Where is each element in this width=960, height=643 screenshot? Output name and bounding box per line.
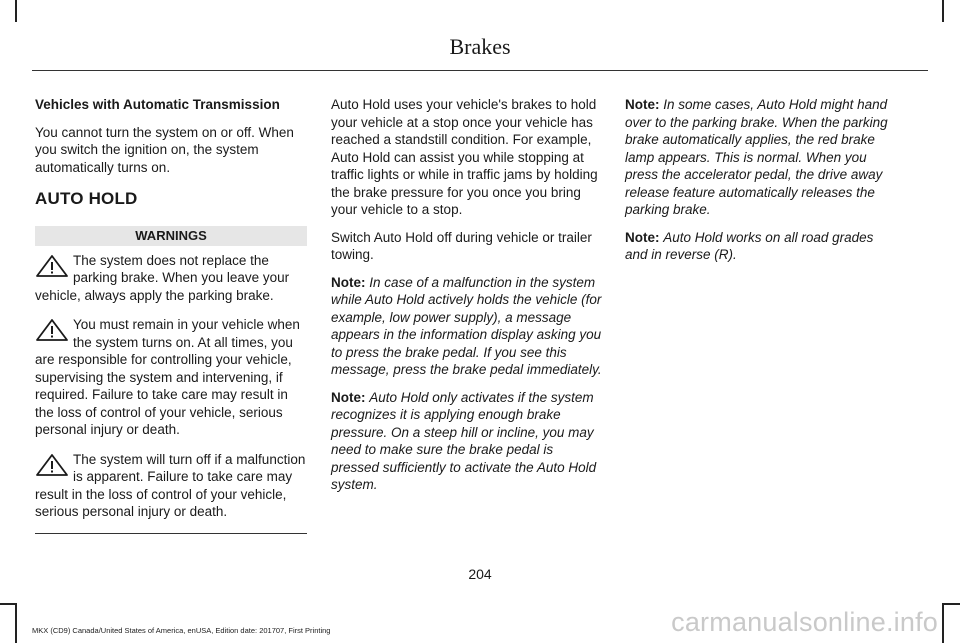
note-activation bbox=[331, 389, 603, 494]
column-left bbox=[35, 96, 307, 534]
warning-item bbox=[35, 316, 307, 439]
warning-item bbox=[35, 451, 307, 521]
warning-triangle-icon bbox=[35, 254, 69, 278]
crop-mark-br-v bbox=[942, 603, 944, 643]
auto-hold-description: Auto Hold uses your vehicle's brakes to hold your vehicle at a stop once your vehicle has reached a standstill condition. For example, Auto Hold can assist you while stopping at traffic lights or while in traffic jams by holding the brake pressure for you once you bring your vehicle to a stop. bbox=[331, 97, 598, 217]
note-label: Note: bbox=[625, 97, 660, 112]
warning-text: You must remain in your vehicle when the system turns on. At all times, you are responsible for controlling your vehicle, supervising the system and intervening, if required. Failure to take care may result in the loss of control of your vehicle, serious personal injury or death. bbox=[35, 317, 300, 437]
crop-mark-tl-v bbox=[15, 0, 17, 22]
note-malfunction bbox=[331, 274, 603, 379]
towing-instruction: Switch Auto Hold off during vehicle or trailer towing. bbox=[331, 229, 592, 262]
page-title: Brakes bbox=[449, 34, 511, 59]
crop-mark-bl-v bbox=[15, 603, 17, 643]
page-number: 204 bbox=[468, 566, 492, 582]
column-middle bbox=[331, 96, 603, 504]
warnings-header: WARNINGS bbox=[35, 226, 307, 246]
section-title-auto-hold: AUTO HOLD bbox=[35, 189, 138, 208]
note-text: In case of a malfunction in the system while Auto Hold actively holds the vehicle (for example, low power supply), a message appears in the information display asking you to press the brake pedal. If you see this message, press the brake pedal immediately. bbox=[331, 274, 602, 377]
note-road-grades bbox=[625, 229, 897, 264]
watermark: carmanualsonline.info bbox=[671, 607, 938, 637]
crop-mark-br-h bbox=[942, 603, 960, 605]
warning-triangle-icon bbox=[35, 453, 69, 477]
warning-text: The system does not replace the parking brake. When you leave your vehicle, always apply the parking brake. bbox=[35, 252, 290, 303]
warning-item bbox=[35, 252, 307, 305]
note-label: Note: bbox=[625, 229, 660, 245]
subheading-automatic-transmission: Vehicles with Automatic Transmission bbox=[35, 97, 280, 112]
column-right bbox=[625, 96, 897, 274]
note-label: Note: bbox=[331, 274, 366, 290]
warning-text: The system will turn off if a malfunction is apparent. Failure to take care may result in the loss of control of your vehicle, serious personal injury or death. bbox=[35, 451, 306, 519]
note-label: Note: bbox=[331, 389, 366, 405]
note-text: Auto Hold only activates if the system recognizes it is applying enough brake pressure. On a steep hill or incline, you may need to make sure the brake pedal is pressed sufficiently to activate the Auto Hold system. bbox=[331, 389, 597, 492]
warnings-end-rule bbox=[35, 533, 307, 534]
note-text: In some cases, Auto Hold might hand over to the parking brake. When the parking brake automatically applies, the red brake lamp appears. This is normal. When you press the accelerator pedal, the drive away release feature automatically releases the parking brake. bbox=[625, 97, 888, 217]
warning-triangle-icon bbox=[35, 318, 69, 342]
intro-paragraph: You cannot turn the system on or off. When you switch the ignition on, the system automatically turns on. bbox=[35, 124, 294, 175]
header-divider bbox=[32, 70, 928, 71]
edition-footer: MKX (CD9) Canada/United States of America, enUSA, Edition date: 201707, First Printing bbox=[32, 626, 331, 635]
crop-mark-tr-v bbox=[942, 0, 944, 22]
note-parking-brake-handover bbox=[625, 96, 897, 219]
note-text: Auto Hold works on all road grades and in reverse (R). bbox=[625, 229, 874, 262]
crop-mark-bl-h bbox=[0, 603, 17, 605]
